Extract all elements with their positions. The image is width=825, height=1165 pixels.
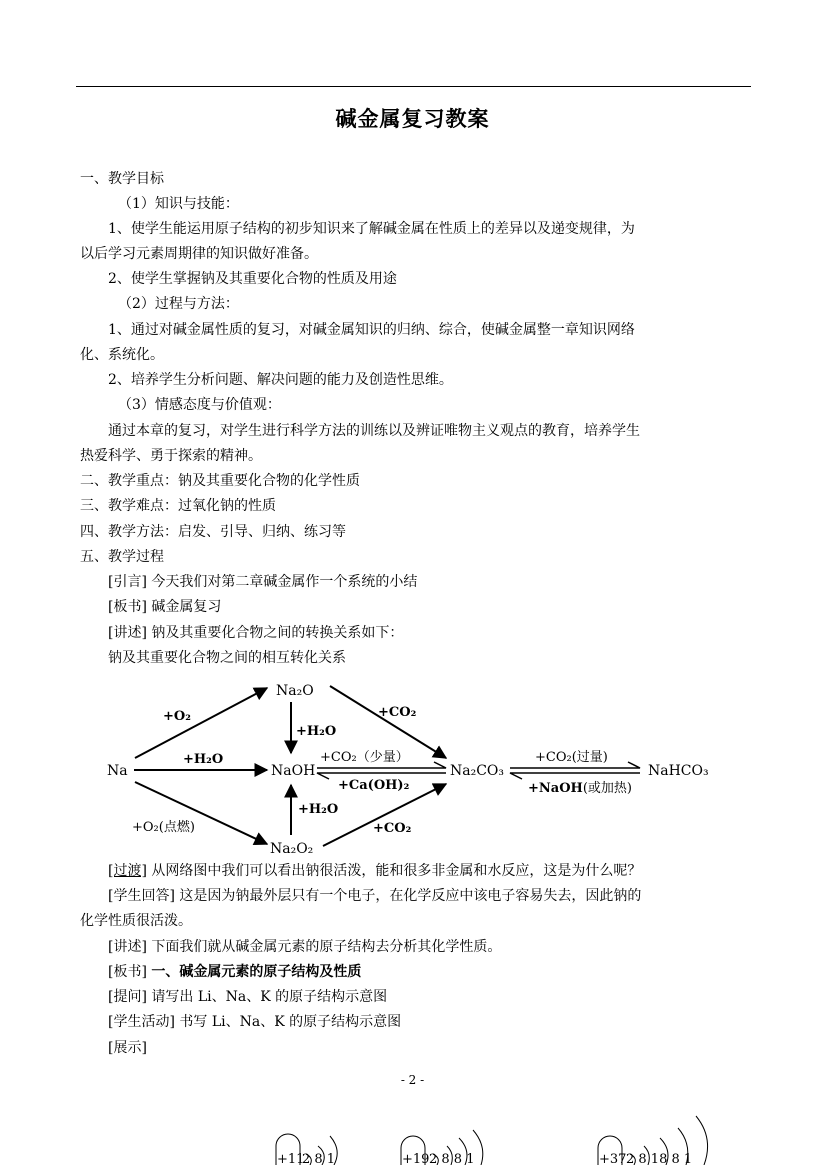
paragraph-line: 通过本章的复习，对学生进行科学方法的训练以及辨证唯物主义观点的教育，培养学生	[108, 423, 640, 439]
board-heading: 一、碱金属元素的原子结构及性质	[151, 964, 362, 980]
sub-heading: （3）情感态度与价值观：	[118, 397, 281, 413]
label-co2-top: +CO₂	[378, 705, 417, 720]
paragraph-line: 以后学习元素周期律的知识做好准备。	[80, 246, 318, 262]
paragraph-line: 化学性质很活泼。	[80, 913, 192, 929]
paragraph-line: [引言] 今天我们对第二章碱金属作一个系统的小结	[108, 574, 418, 590]
label-o2: +O₂	[163, 709, 191, 724]
atom-diagram-rb	[592, 1098, 742, 1165]
paragraph-line: [提问] 请写出 Li、Na、K 的原子结构示意图	[108, 989, 388, 1005]
label-o2-ignite: +O₂(点燃)	[132, 820, 195, 835]
node-na2co3: Na₂CO₃	[450, 763, 505, 779]
label-h2o-down: +H₂O	[296, 724, 337, 739]
atom-rb-shells: 2 8 18 8 1	[626, 1152, 693, 1165]
node-na2o2: Na₂O₂	[270, 841, 314, 857]
node-naoh: NaOH	[271, 763, 316, 779]
node-na: Na	[107, 763, 128, 779]
atom-diagram-li	[262, 1098, 382, 1165]
label-h2o-na: +H₂O	[183, 752, 224, 767]
board-tag: [板书]	[108, 964, 152, 980]
page-title: 碱金属复习教案	[335, 106, 490, 131]
atom-li-nucleus: +11	[277, 1152, 305, 1165]
paragraph-line: [展示]	[108, 1040, 147, 1056]
paragraph-line: 热爱科学、勇于探索的精神。	[80, 448, 262, 464]
section-heading: 二、教学重点：钠及其重要化合物的化学性质	[80, 473, 360, 489]
atom-rb-nucleus: +37	[599, 1152, 627, 1165]
arrow-na-to-na2o	[135, 688, 267, 758]
page-number: - 2 -	[400, 1073, 425, 1087]
paragraph-line: [学生回答] 这是因为钠最外层只有一个电子，在化学反应中该电子容易失去，因此钠的	[108, 888, 642, 904]
node-nahco3: NaHCO₃	[648, 763, 709, 779]
label-caoh2: +Ca(OH)₂	[338, 778, 410, 793]
paragraph-line	[108, 963, 361, 981]
sub-heading: （1）知识与技能：	[118, 196, 239, 212]
paragraph-line: [板书] 碱金属复习	[108, 599, 222, 615]
label-h2o-up: +H₂O	[298, 802, 339, 817]
transition-text: 从网络图中我们可以看出钠很活泼，能和很多非金属和水反应，这是为什么呢？	[146, 863, 642, 879]
paragraph-line: [讲述] 下面我们就从碱金属元素的原子结构去分析其化学性质。	[108, 939, 502, 955]
paragraph-line: 2、使学生掌握钠及其重要化合物的性质及用途	[108, 271, 397, 287]
diagram-caption: 钠及其重要化合物之间的相互转化关系	[108, 650, 346, 666]
atom-k-nucleus: +19	[402, 1152, 430, 1165]
label-heat: (或加热)	[582, 781, 632, 796]
atom-diagram-k	[397, 1098, 527, 1165]
arrow-na2o2-to-na2co3	[323, 784, 446, 846]
atom-li-shells: 2 8 1	[302, 1152, 336, 1165]
atom-k-shells: 2 8 8 1	[429, 1152, 475, 1165]
section-heading: 一、教学目标	[80, 171, 164, 187]
header-rule	[76, 86, 751, 87]
paragraph-line: [学生活动] 书写 Li、Na、K 的原子结构示意图	[108, 1014, 402, 1030]
label-naoh-bold: +NaOH	[528, 781, 583, 796]
label-co2-excess: +CO₂(过量)	[535, 750, 608, 765]
label-co2-bottom: +CO₂	[373, 821, 412, 836]
paragraph-line: [讲述] 钠及其重要化合物之间的转换关系如下：	[108, 625, 404, 641]
arrow-na2o-to-na2co3	[330, 686, 446, 758]
harpoon-nahco3-to-na2co3	[510, 773, 640, 779]
sub-heading: （2）过程与方法：	[118, 296, 239, 312]
section-heading: 五、教学过程	[80, 549, 164, 565]
paragraph-line: 1、使学生能运用原子结构的初步知识来了解碱金属在性质上的差异以及递变规律，为	[108, 221, 635, 237]
label-naoh-heat	[528, 780, 632, 796]
label-co2-few: +CO₂（少量）	[320, 750, 409, 765]
paragraph-line: 化、系统化。	[80, 347, 164, 363]
transition-tag: [过渡]	[108, 863, 147, 879]
paragraph-line: 1、通过对碱金属性质的复习，对碱金属知识的归纳、综合，使碱金属整一章知识网络	[108, 322, 635, 338]
section-heading: 四、教学方法：启发、引导、归纳、练习等	[80, 524, 346, 540]
reaction-diagram	[0, 672, 825, 862]
paragraph-line	[108, 862, 641, 880]
section-heading: 三、教学难点：过氧化钠的性质	[80, 498, 276, 514]
node-na2o: Na₂O	[276, 683, 314, 699]
paragraph-line: 2、培养学生分析问题、解决问题的能力及创造性思维。	[108, 372, 453, 388]
